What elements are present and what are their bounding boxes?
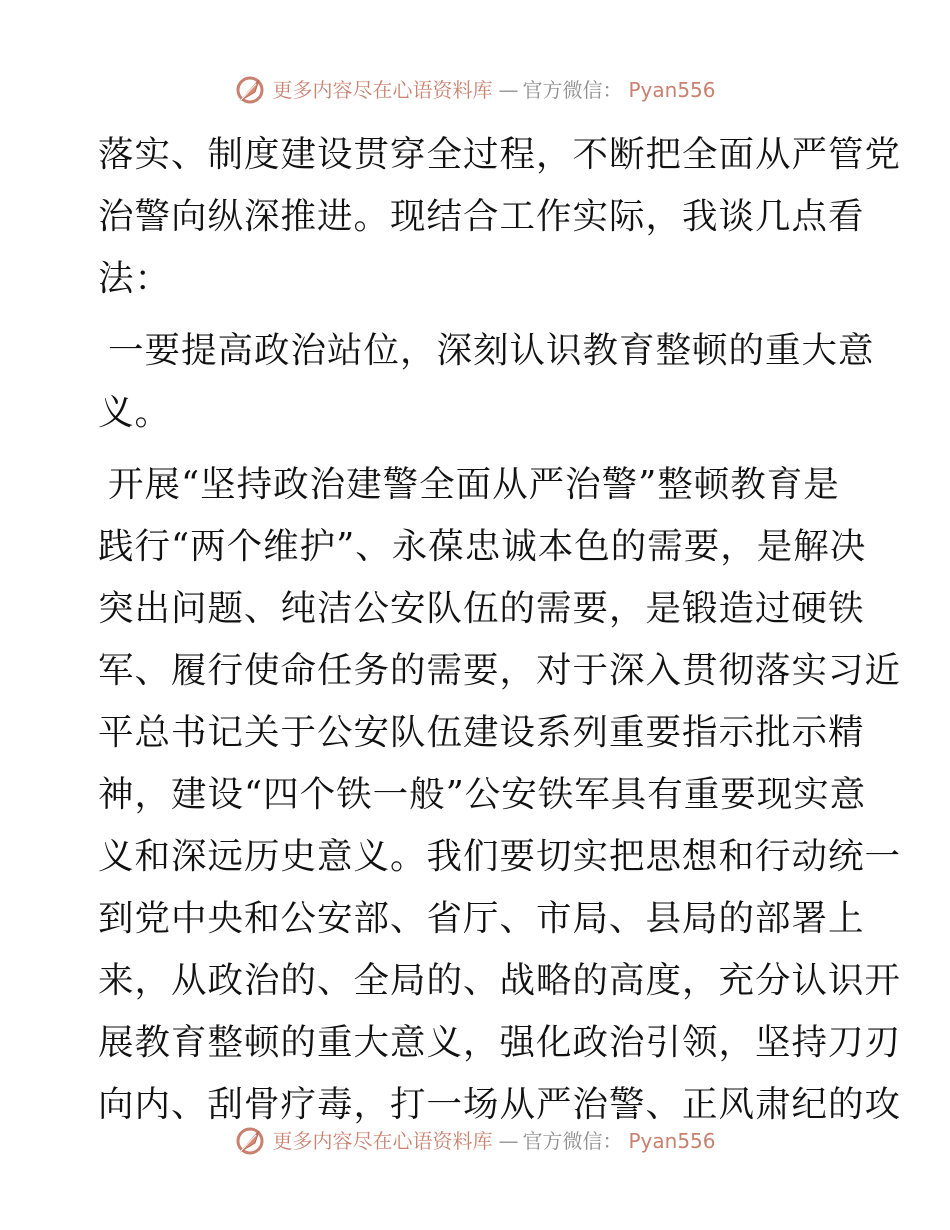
paragraph-1	[98, 124, 902, 310]
text-line: 义。	[98, 392, 172, 433]
feather-logo-icon	[234, 74, 266, 106]
text-line: 神，建设“四个铁一般”公安铁军具有重要现实意	[98, 774, 867, 815]
feather-logo-icon	[234, 1125, 266, 1157]
watermark-wechat-label: 官方微信：	[522, 78, 623, 102]
watermark-dash: —	[498, 78, 517, 102]
header-watermark	[0, 74, 950, 106]
text-line: 平总书记关于公安队伍建设系列重要指示批示精	[98, 712, 865, 753]
text-line: 治警向纵深推进。现结合工作实际，我谈几点看	[98, 196, 865, 237]
paragraph-2-heading	[98, 320, 875, 444]
text-line: 到党中央和公安部、省厅、市局、县局的部署上	[98, 898, 865, 939]
watermark-wechat-label: 官方微信：	[522, 1129, 623, 1153]
text-line: 突出问题、纯洁公安队伍的需要，是锻造过硬铁	[98, 588, 865, 629]
text-line: 开展“坚持政治建警全面从严治警”整顿教育是	[108, 464, 840, 505]
paragraph-3	[98, 454, 902, 1136]
text-line: 义和深远历史意义。我们要切实把思想和行动统一	[98, 836, 902, 877]
text-line: 军、履行使命任务的需要，对于深入贯彻落实习近	[98, 650, 902, 691]
text-line: 践行“两个维护”、永葆忠诚本色的需要，是解决	[98, 526, 867, 567]
text-line: 一要提高政治站位，深刻认识教育整顿的重大意	[108, 330, 875, 371]
watermark-dash: —	[498, 1129, 517, 1153]
watermark-wechat-id: Pyan556	[628, 78, 716, 102]
text-line: 来，从政治的、全局的、战略的高度，充分认识开	[98, 960, 902, 1001]
text-line: 落实、制度建设贯穿全过程，不断把全面从严管党	[98, 134, 902, 175]
document-body	[98, 124, 902, 1136]
watermark-title: 更多内容尽在心语资料库	[272, 78, 493, 102]
text-line: 向内、刮骨疗毒，打一场从严治警、正风肃纪的攻	[98, 1084, 902, 1125]
watermark-wechat-id: Pyan556	[628, 1129, 716, 1153]
text-line: 展教育整顿的重大意义，强化政治引领，坚持刀刃	[98, 1022, 902, 1063]
watermark-title: 更多内容尽在心语资料库	[272, 1129, 493, 1153]
text-line: 法：	[98, 258, 172, 299]
footer-watermark	[0, 1125, 950, 1157]
